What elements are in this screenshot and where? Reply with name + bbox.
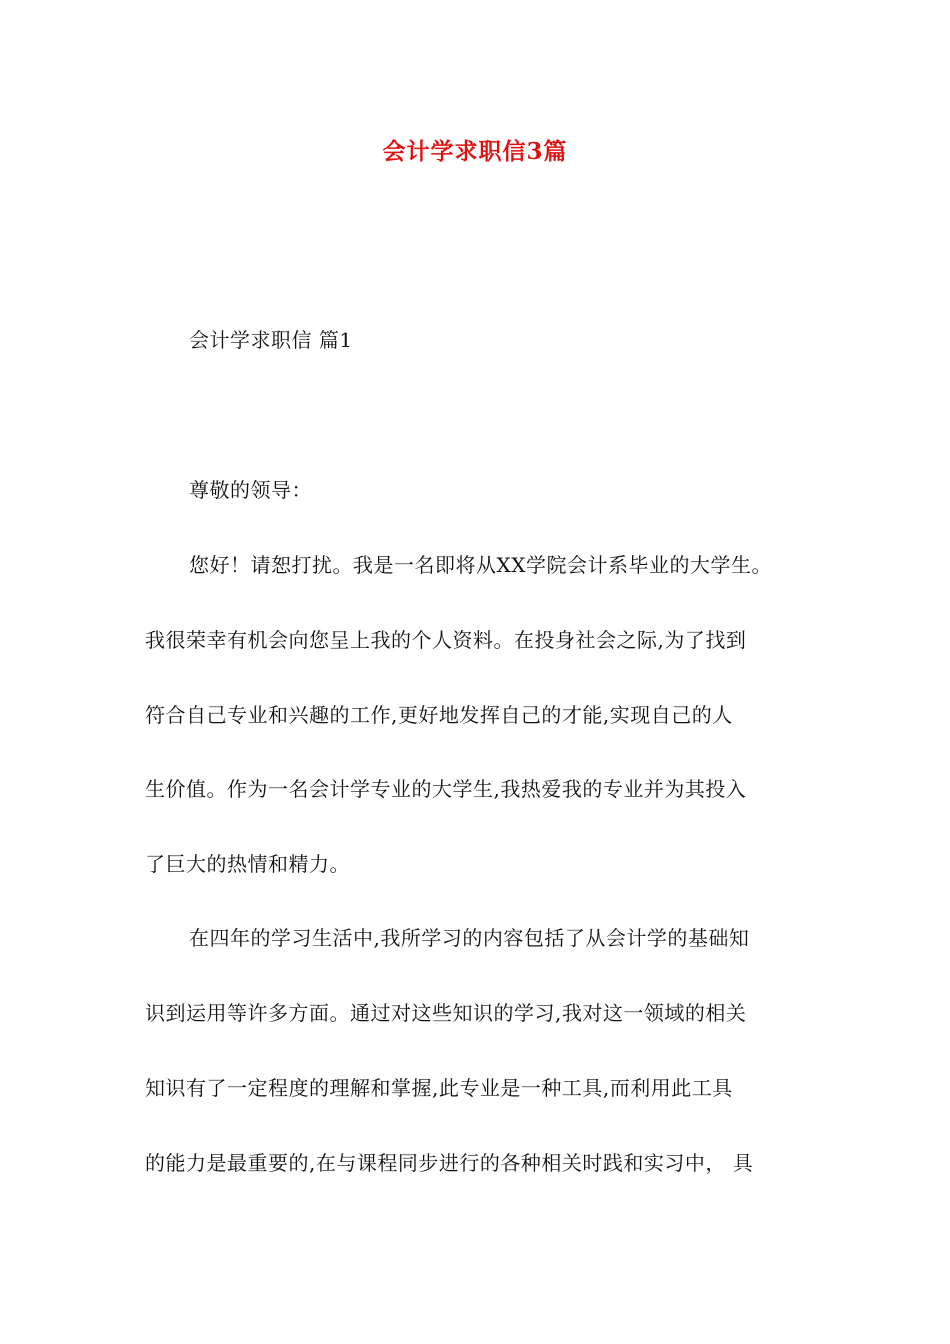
- paragraph-line: 在四年的学习生活中,我所学习的内容包括了从会计学的基础知: [189, 926, 750, 950]
- paragraph-line: 了巨大的热情和精力。: [145, 852, 350, 876]
- paragraph-line: 我很荣幸有机会向您呈上我的个人资料。在投身社会之际,为了找到: [145, 628, 747, 652]
- document-title: 会计学求职信3篇: [382, 138, 568, 165]
- paragraph-line: 的能力是最重要的,在与课程同步进行的各种相关时践和实习中， 具: [145, 1151, 754, 1175]
- paragraph-line: 生价值。作为一名会计学专业的大学生,我热爱我的专业并为其投入: [145, 777, 747, 801]
- paragraph-line: 识到运用等许多方面。通过对这些知识的学习,我对这一领域的相关: [145, 1001, 747, 1025]
- salutation: 尊敬的领导：: [189, 478, 312, 502]
- paragraph-line: 知识有了一定程度的理解和掌握,此专业是一种工具,而利用此工具: [145, 1076, 733, 1100]
- section-heading: 会计学求职信 篇1: [189, 328, 353, 352]
- paragraph-line: 您好！请恕打扰。我是一名即将从XX学院会计系毕业的大学生。: [189, 553, 772, 577]
- paragraph-line: 符合自己专业和兴趣的工作,更好地发挥自己的才能,实现自己的人: [145, 703, 733, 727]
